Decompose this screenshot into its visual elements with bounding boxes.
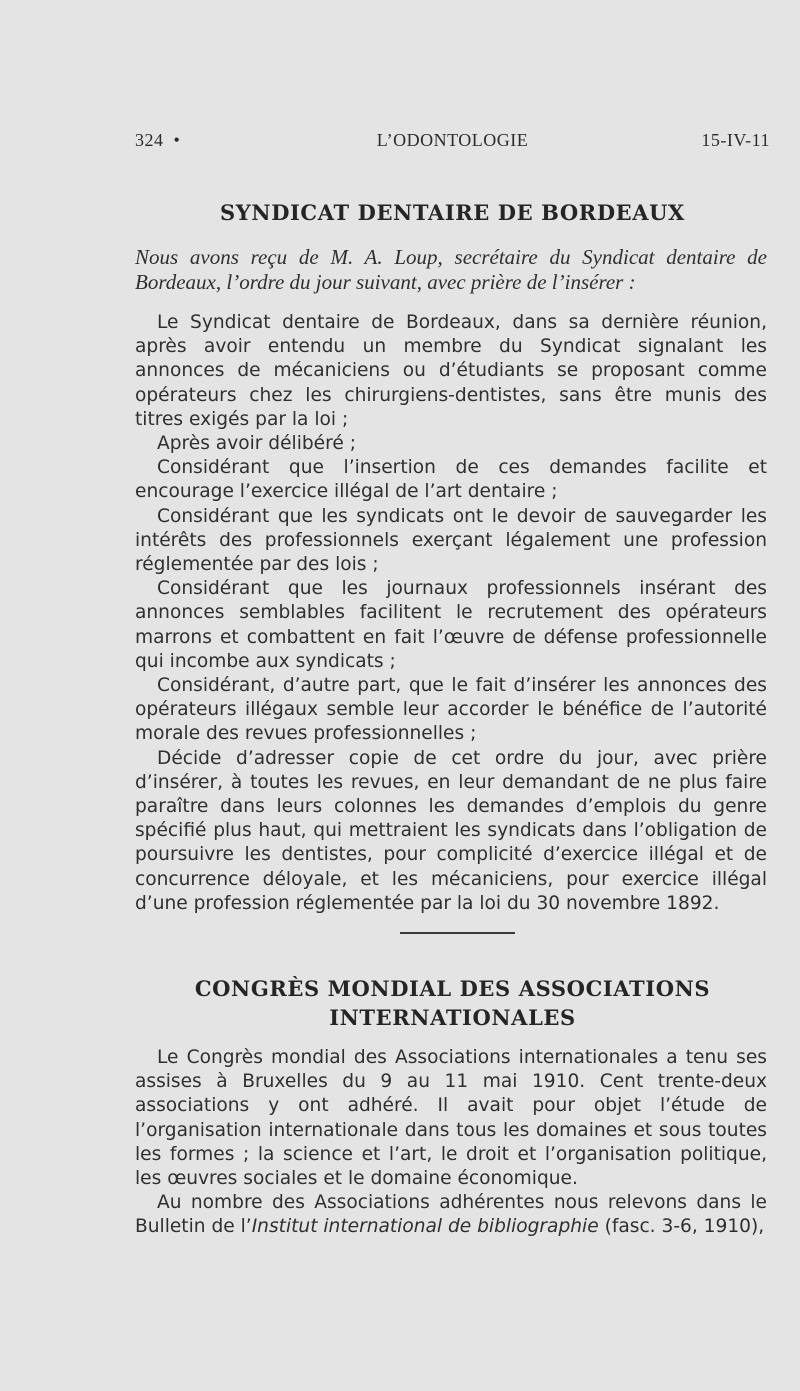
title-line: INTERNATIONALES <box>329 1005 576 1030</box>
section-body-congres <box>135 1046 767 1240</box>
paragraph: Le Syndicat dentaire de Bordeaux, dans sa dernière réunion, après avoir entendu un membre du Syndicat signalant les annonces de mécaniciens ou d’étudiants se proposant comme opérateurs chez les chirurgiens-dentistes, sans être munis des titres exigés par la loi ; <box>135 312 767 430</box>
paragraph: Considérant que les journaux professionnels insérant des annonces semblables facilitent le recrutement des opérateurs marrons et combattent en fait l’œuvre de défense professionnelle qui incombe aux syndicats ; <box>135 578 767 672</box>
page-number: 324 • <box>135 130 181 150</box>
paragraph: Décide d’adresser copie de cet ordre du jour, avec prière d’insérer, à toutes les revues, en leur demandant de ne plus faire paraître dans leurs colonnes les demandes d’emplois du genre spécifié plus haut, qui mettraient les syndicats dans l’obligation de poursuivre les dentistes, pour complicité d’exercice illégal et de concurrence déloyale, et les mécaniciens, pour exercice illégal d’une profession réglementée par la loi du 30 novembre 1892. <box>135 747 767 914</box>
paragraph: Après avoir délibéré ; <box>157 433 356 455</box>
paragraph: Le Congrès mondial des Associations internationales a tenu ses assises à Bruxelles du 9 au 11 mai 1910. Cent trente-deux associations y ont adhéré. Il avait pour objet l’étude de l’organisation internationale dans tous les domaines et sous toutes les formes ; la science et l’art, le droit et l’organisation politique, les œuvres sociales et le domaine économique. <box>135 1047 767 1190</box>
paragraph: Considérant que les syndicats ont le devoir de sauvegarder les intérêts des professionnels exerçant légalement une profession réglementée par des lois ; <box>135 505 767 576</box>
journal-title: L’ODONTOLOGIE <box>376 130 529 150</box>
running-head <box>135 130 770 154</box>
title-line: CONGRÈS MONDIAL DES ASSOCIATIONS <box>194 976 711 1001</box>
section-divider <box>400 932 515 934</box>
italic-title: Institut international de bibliographie <box>251 1216 599 1238</box>
issue-date: 15-IV-11 <box>701 130 770 150</box>
section-intro: Nous avons reçu de M. A. Loup, secrétaire du Syndicat dentaire de Bordeaux, l’ordre du jour suivant, avec prière de l’insérer : <box>135 245 767 294</box>
paragraph: Considérant que l’insertion de ces demandes facilite et encourage l’exercice illégal de l’art dentaire ; <box>135 457 767 503</box>
section-title-congres <box>135 974 770 1032</box>
section-body-syndicat <box>135 311 767 916</box>
paragraph: Considérant, d’autre part, que le fait d’insérer les annonces des opérateurs illégaux semble leur accorder le bénéfice de l’autorité morale des revues professionnelles ; <box>135 675 767 745</box>
paragraph-last: Au nombre des Associations adhérentes nous relevons dans le Bulletin de l’Institut international de bibliographie (fasc. 3-6, 1910), <box>135 1192 767 1238</box>
section-title-syndicat: SYNDICAT DENTAIRE DE BORDEAUX <box>220 200 685 225</box>
